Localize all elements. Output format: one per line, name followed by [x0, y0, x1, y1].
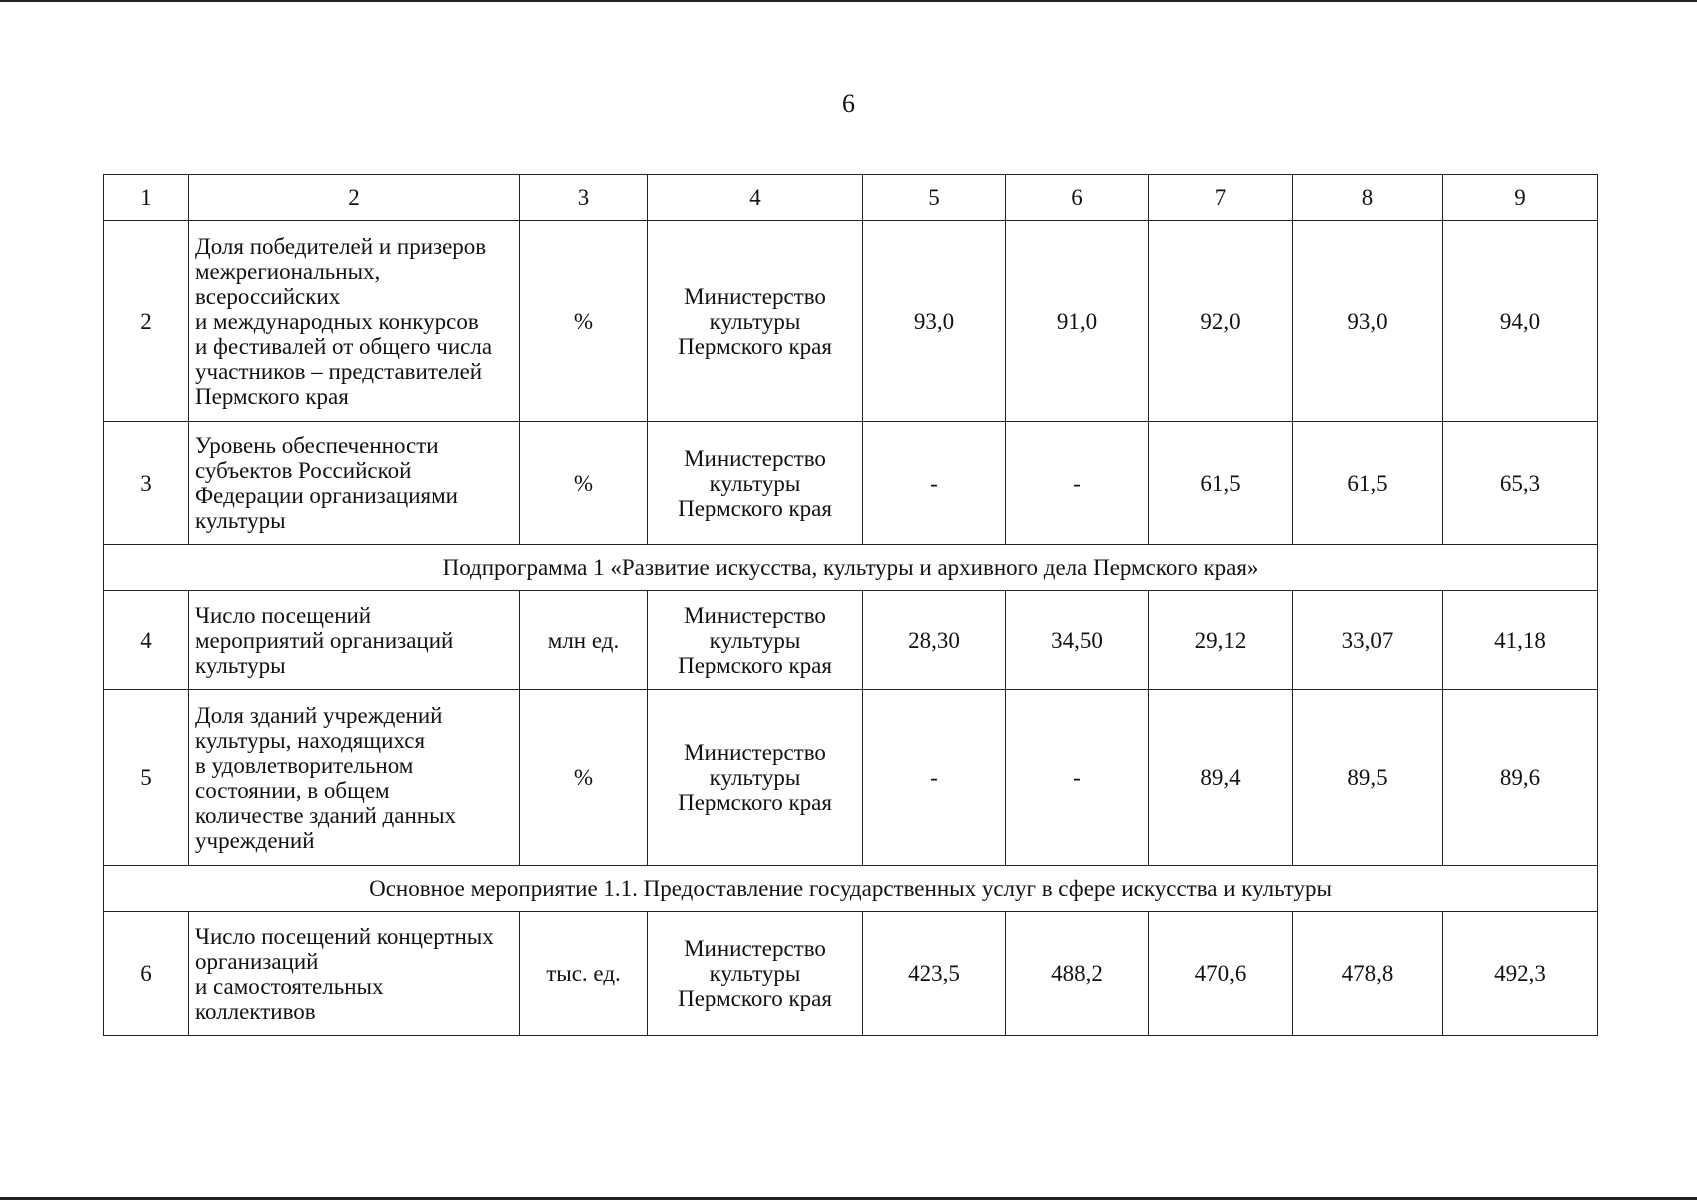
value-cell — [1293, 690, 1443, 866]
value-cell — [1149, 422, 1293, 545]
value-cell-text: 61,5 — [1200, 470, 1241, 496]
row-number — [104, 422, 189, 545]
column-number: 1 — [104, 175, 189, 221]
indicator-row — [104, 221, 1598, 422]
responsible-executor-text: Министерство культуры Пермского края — [678, 445, 832, 521]
unit-cell — [520, 422, 648, 545]
column-number-row — [104, 175, 1598, 221]
value-cell-text: - — [1073, 765, 1081, 790]
indicator-name-text: Доля зданий учреждений культуры, находящихся в удовлетворительном состоянии, в общем количестве зданий данных учреждений — [195, 702, 457, 853]
value-cell-text: - — [1073, 470, 1081, 496]
section-header-row — [104, 545, 1598, 591]
row-number — [104, 591, 189, 690]
value-cell-text: 93,0 — [913, 308, 955, 334]
indicator-name — [189, 591, 520, 690]
value-cell-text: 65,3 — [1499, 470, 1541, 496]
row-number — [104, 912, 189, 1036]
value-cell-text: - — [930, 765, 938, 790]
unit-cell-text: % — [573, 765, 594, 790]
section-title-text: Подпрограмма 1 «Развитие искусства, культуры и архивного дела Пермского края» — [442, 555, 1259, 580]
column-number: 3 — [520, 175, 648, 221]
indicator-name — [189, 912, 520, 1036]
value-cell-text: 28,30 — [908, 627, 960, 653]
responsible-executor-text: Министерство культуры Пермского края — [678, 283, 832, 359]
value-cell-text: 34,50 — [1051, 627, 1103, 653]
unit-cell — [520, 912, 648, 1036]
column-number: 9 — [1443, 175, 1598, 221]
value-cell-text: 423,5 — [908, 961, 960, 986]
value-cell — [1149, 912, 1293, 1036]
unit-cell — [520, 221, 648, 422]
section-title — [104, 866, 1598, 912]
section-header-row — [104, 866, 1598, 912]
indicator-name-text: Число посещений концертных организаций и самостоятельных коллективов — [195, 923, 494, 1024]
value-cell — [1443, 912, 1598, 1036]
value-cell — [1443, 690, 1598, 866]
value-cell — [863, 690, 1006, 866]
unit-cell-text: млн ед. — [547, 627, 620, 653]
value-cell — [1006, 422, 1149, 545]
indicator-name — [189, 221, 520, 422]
row-number-text: 4 — [140, 627, 152, 653]
indicator-row — [104, 422, 1598, 545]
value-cell-text: 92,0 — [1200, 308, 1241, 334]
responsible-executor-text: Министерство культуры Пермского края — [678, 740, 832, 815]
row-number-text: 3 — [140, 470, 152, 496]
indicator-row — [104, 912, 1598, 1036]
section-title-text: Основное мероприятие 1.1. Предоставление государственных услуг в сфере искусства и культуры — [369, 876, 1332, 901]
column-number: 6 — [1006, 175, 1149, 221]
responsible-executor-text: Министерство культуры Пермского края — [678, 602, 832, 678]
column-number: 7 — [1149, 175, 1293, 221]
indicator-name-text: Уровень обеспеченности субъектов Российской Федерации организациями культуры — [195, 433, 458, 533]
scan-top-edge — [0, 0, 1697, 2]
value-cell — [863, 221, 1006, 422]
value-cell-text: 33,07 — [1341, 627, 1394, 653]
value-cell — [1149, 221, 1293, 422]
column-number: 5 — [863, 175, 1006, 221]
column-number: 4 — [648, 175, 863, 221]
page-number: 6 — [842, 89, 855, 118]
responsible-executor — [648, 591, 863, 690]
row-number — [104, 690, 189, 866]
indicator-name — [189, 690, 520, 866]
column-number: 8 — [1293, 175, 1443, 221]
column-number: 2 — [189, 175, 520, 221]
value-cell-text: 488,2 — [1051, 961, 1103, 986]
value-cell — [1006, 690, 1149, 866]
value-cell — [1006, 221, 1149, 422]
row-number-text: 2 — [140, 308, 152, 334]
value-cell — [1293, 221, 1443, 422]
indicator-row — [104, 591, 1598, 690]
unit-cell — [520, 591, 648, 690]
value-cell-text: 94,0 — [1499, 308, 1541, 334]
value-cell — [863, 912, 1006, 1036]
unit-cell — [520, 690, 648, 866]
value-cell — [1293, 422, 1443, 545]
value-cell — [1293, 912, 1443, 1036]
value-cell-text: 89,5 — [1347, 765, 1388, 790]
value-cell — [1443, 221, 1598, 422]
value-cell — [1149, 690, 1293, 866]
indicator-name-text: Доля победителей и призеров межрегиональных, всероссийских и международных конкурсов и фестивалей от общего числа участников – представителей Пермского края — [195, 233, 493, 409]
value-cell-text: 29,12 — [1194, 627, 1247, 653]
value-cell — [1149, 591, 1293, 690]
value-cell — [1443, 422, 1598, 545]
table-body — [104, 175, 1598, 1036]
responsible-executor — [648, 221, 863, 422]
unit-cell-text: % — [573, 470, 594, 496]
responsible-executor — [648, 690, 863, 866]
unit-cell-text: тыс. ед. — [546, 961, 621, 986]
unit-cell-text: % — [573, 308, 594, 334]
section-title — [104, 545, 1598, 591]
value-cell — [1293, 591, 1443, 690]
indicator-row — [104, 690, 1598, 866]
value-cell-text: 89,4 — [1200, 765, 1241, 790]
row-number-text: 5 — [140, 765, 152, 790]
value-cell — [863, 591, 1006, 690]
value-cell-text: 478,8 — [1341, 961, 1394, 986]
value-cell-text: 492,3 — [1494, 961, 1546, 986]
responsible-executor — [648, 422, 863, 545]
responsible-executor-text: Министерство культуры Пермского края — [678, 936, 832, 1011]
row-number — [104, 221, 189, 422]
responsible-executor — [648, 912, 863, 1036]
value-cell-text: 91,0 — [1056, 308, 1098, 334]
row-number-text: 6 — [140, 961, 152, 986]
value-cell-text: 41,18 — [1494, 627, 1546, 653]
indicator-name — [189, 422, 520, 545]
value-cell-text: - — [930, 470, 938, 496]
value-cell-text: 470,6 — [1194, 961, 1247, 986]
indicators-table — [103, 174, 1598, 1036]
value-cell-text: 93,0 — [1347, 308, 1388, 334]
value-cell — [1006, 591, 1149, 690]
value-cell — [863, 422, 1006, 545]
indicator-name-text: Число посещений мероприятий организаций культуры — [195, 602, 454, 678]
value-cell-text: 61,5 — [1347, 470, 1388, 496]
value-cell — [1006, 912, 1149, 1036]
value-cell-text: 89,6 — [1499, 765, 1541, 790]
value-cell — [1443, 591, 1598, 690]
